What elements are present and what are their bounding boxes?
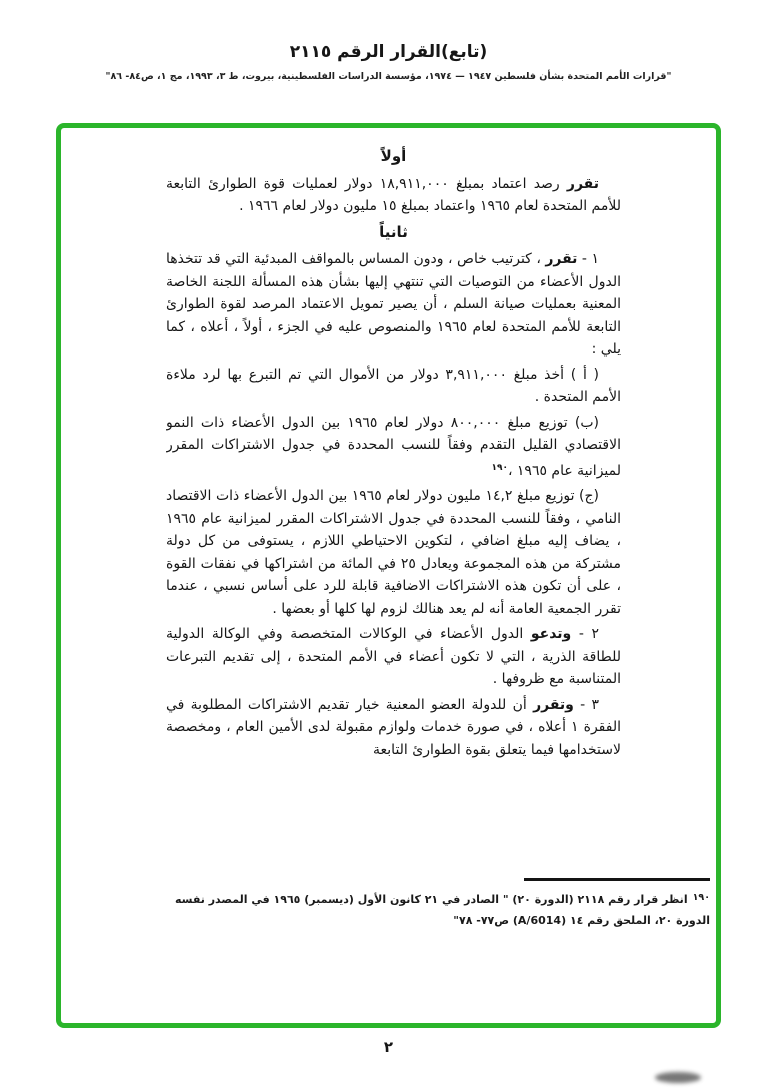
footnote-line-1 — [83, 888, 710, 909]
footnote-separator-rule — [524, 878, 710, 881]
resolution-title: (تابع)القرار الرقم ٢١١٥ — [289, 42, 488, 62]
decides-keyword: تقرر — [566, 175, 599, 192]
paragraph-item-2 — [166, 623, 621, 691]
subitem-b-text: توزيع مبلغ ٨٠٠,٠٠٠ دولار لعام ١٩٦٥ بين الدول الأعضاء ذات النمو الاقتصادي القليل التقدم وفقاً للنسب المحددة في جدول الاشتراكات المقرر لميزانية عام ١٩٦٥ ، — [166, 414, 621, 479]
page-number: ٢ — [383, 1038, 394, 1056]
footnote-number: ١٩٠ — [692, 892, 710, 903]
section-heading-second: ثانياً — [379, 222, 408, 241]
paragraph-appropriation-text: رصد اعتماد بمبلغ ١٨,٩١١,٠٠٠ دولار لعمليات قوة الطوارئ التابعة للأمم المتحدة لعام ١٩٦٥ واعتماد بمبلغ ١٥ مليون دولار لعام ١٩٦٦ . — [166, 175, 621, 214]
paragraph-subitem-a — [166, 364, 621, 409]
subitem-c-text: توزيع مبلغ ١٤,٢ مليون دولار لعام ١٩٦٥ بين الدول الأعضاء ذات الاقتصاد النامي ، وفقاً للنسب المحددة في جدول الاشتراكات المقرر لميزانية عام ١٩٦٥ ، يضاف إليه مبلغ اضافي ، لتكوين الاحتياطي اللازم ، يستوفى من كل دولة مشتركة من هذه المجموعة ويعادل ٢٥ في المائة من اشتراكها في نفقات القوة ، على أن تكون هذه الاشتراكات الاضافية قابلة للرد على أساس نسبي ، عندما تقرر الجمعية العامة أنه لم يعد هنالك لزوم لها كلها أو بعضها . — [166, 488, 621, 617]
green-highlight-frame — [56, 123, 721, 1028]
item-2-text: الدول الأعضاء في الوكالات المتخصصة وفي الوكالة الدولية للطاقة الذرية ، التي لا تكون أعضاء في الأمم المتحدة ، إلى تقديم التبرعات المتناسبة مع ظروفها . — [166, 626, 621, 687]
subitem-a-text: أخذ مبلغ ٣,٩١١,٠٠٠ دولار من الأموال التي تم التبرع بها لرد ملاءة الأمم المتحدة . — [166, 366, 621, 405]
item-1-number: ١ - — [577, 251, 599, 267]
footnote-reference-190: ١٩٠ — [491, 462, 508, 473]
scan-artifact-smudge — [655, 1072, 701, 1083]
paragraph-item-1 — [166, 248, 621, 361]
paragraph-appropriation — [166, 173, 621, 218]
item-3-number: ٣ - — [573, 696, 600, 713]
item-1-keyword: تقرر — [545, 251, 578, 267]
footnote-block — [83, 878, 710, 930]
resolution-body — [166, 142, 621, 764]
footnote-line-2: الدورة ٢٠، الملحق رقم ١٤ (A/6014) ص٧٧- ٧٨" — [453, 914, 710, 927]
subitem-a-label: ( أ ) — [570, 366, 599, 383]
footnote-line-1-text: انظر قرار رقم ٢١١٨ (الدورة ٢٠) " الصادر في ٢١ كانون الأول (ديسمبر) ١٩٦٥ في المصدر نفسه — [174, 893, 688, 906]
item-3-keyword: وتقرر — [533, 696, 574, 713]
source-citation: "قرارات الأمم المتحدة بشأن فلسطين ١٩٤٧ — ١٩٧٤، مؤسسة الدراسات الفلسطينية، بيروت، ط ٣، ١٩٩٣، مج ١، ص٨٤- ٨٦" — [105, 71, 672, 82]
item-1-text: ، كترتيب خاص ، ودون المساس بالمواقف المبدئية التي قد تتخذها الدول الأعضاء من التوصيات التي تنتهي إليها بشأن هذه المسألة اللجنة الخاصة المعنية بعمليات صيانة السلم ، أن يصير تمويل الاعتماد المرصد لقوة الطوارئ التابعة للأمم المتحدة لعام ١٩٦٥ والمنصوص عليه في الجزء ، أولاً ، أعلاه ، كما يلي : — [166, 251, 621, 357]
subitem-b-label: (ب) — [574, 414, 599, 431]
subitem-c-label: (ج) — [579, 488, 600, 504]
item-2-number: ٢ - — [571, 626, 599, 642]
paragraph-item-3 — [166, 694, 621, 762]
section-heading-first: أولاً — [380, 147, 407, 165]
item-2-keyword: وتدعو — [530, 626, 572, 642]
paragraph-subitem-c — [166, 485, 621, 620]
item-3-text: أن للدولة العضو المعنية خيار تقديم الاشتراكات المطلوبة في الفقرة ١ أعلاه ، في صورة خدمات ولوازم مقبولة لدى الأمين العام ، ومخصصة لاستخدامها فيما يتعلق بقوة الطوارئ التابعة — [166, 696, 621, 758]
page-header — [0, 42, 777, 82]
paragraph-subitem-b — [166, 412, 621, 483]
